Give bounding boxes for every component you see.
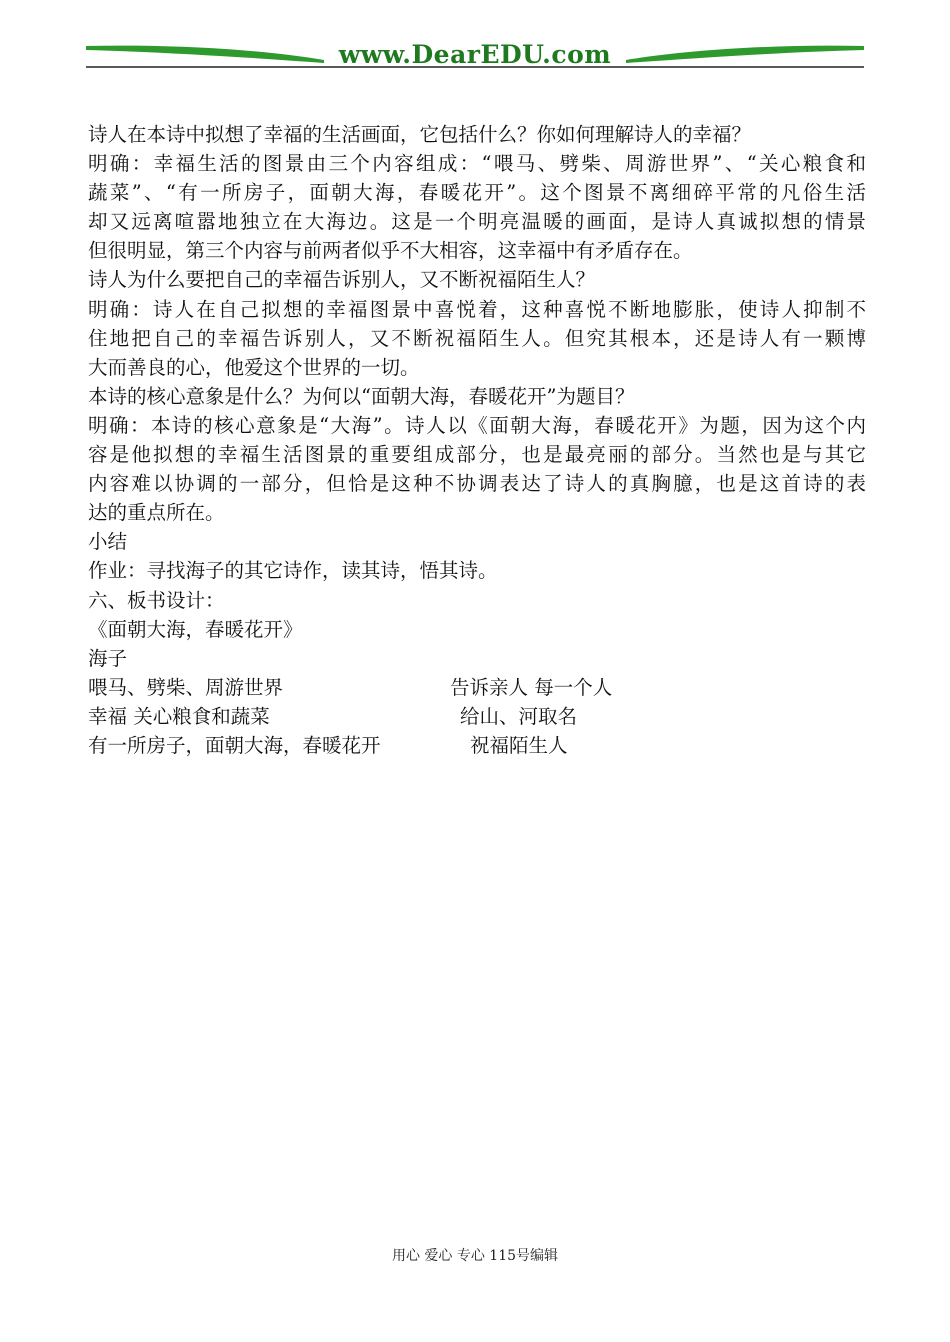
answer-3-line-4: 达的重点所在。: [88, 501, 225, 525]
board-row-right: 给山、河取名: [460, 704, 578, 728]
board-row: [88, 702, 866, 731]
answer-1-line-4: 但很明显，第三个内容与前两者似乎不大相容，这幸福中有矛盾存在。: [88, 239, 693, 263]
document-body: [88, 120, 866, 760]
board-design-heading: 六、板书设计：: [88, 588, 225, 612]
board-row-left: 幸福 关心粮食和蔬菜: [88, 704, 270, 728]
answer-2-line-2: 住地把自己的幸福告诉别人，又不断祝福陌生人。但究其根本，还是诗人有一颗博: [88, 326, 866, 350]
board-row-left: 有一所房子，面朝大海，春暖花开: [88, 733, 381, 757]
site-logo[interactable]: www.DearEDU.com: [338, 40, 612, 69]
board-author: 海子: [88, 646, 128, 670]
board-row: [88, 673, 866, 702]
board-row-right: 告诉亲人 每一个人: [450, 675, 613, 699]
answer-1-line-1: 明确：幸福生活的图景由三个内容组成：“喂马、劈柴、周游世界”、“关心粮食和: [88, 152, 866, 176]
board-row-left: 喂马、劈柴、周游世界: [88, 675, 284, 699]
board-title: 《面朝大海，春暖花开》: [88, 617, 303, 641]
page-header: [86, 36, 864, 76]
question-3: 本诗的核心意象是什么？为何以“面朝大海，春暖花开”为题目？: [88, 384, 635, 408]
homework: 作业：寻找海子的其它诗作，读其诗，悟其诗。: [88, 559, 498, 583]
answer-1-line-2: 蔬菜”、“有一所房子，面朝大海，春暖花开”。这个图景不离细碎平常的凡俗生活: [88, 181, 866, 205]
answer-2-line-3: 大而善良的心，他爱这个世界的一切。: [88, 355, 420, 379]
answer-3-line-3: 内容难以协调的一部分，但恰是这种不协调表达了诗人的真胸臆，也是这首诗的表: [88, 472, 866, 496]
answer-2-line-1: 明确：诗人在自己拟想的幸福图景中喜悦着，这种喜悦不断地膨胀，使诗人抑制不: [88, 297, 866, 321]
board-row: [88, 731, 866, 760]
summary-heading: 小结: [88, 530, 128, 554]
board-row-right: 祝福陌生人: [470, 733, 568, 757]
question-1: 诗人在本诗中拟想了幸福的生活画面，它包括什么？你如何理解诗人的幸福？: [88, 123, 752, 146]
answer-1-line-3: 却又远离喧嚣地独立在大海边。这是一个明亮温暖的画面，是诗人真诚拟想的情景: [88, 210, 866, 234]
question-2: 诗人为什么要把自己的幸福告诉别人，又不断祝福陌生人？: [88, 268, 596, 292]
page-footer: 用心 爱心 专心 115号编辑: [391, 1248, 559, 1264]
answer-3-line-1: 明确：本诗的核心意象是“大海”。诗人以《面朝大海，春暖花开》为题，因为这个内: [88, 413, 866, 437]
answer-3-line-2: 容是他拟想的幸福生活图景的重要组成部分，也是最亮丽的部分。当然也是与其它: [88, 443, 866, 467]
